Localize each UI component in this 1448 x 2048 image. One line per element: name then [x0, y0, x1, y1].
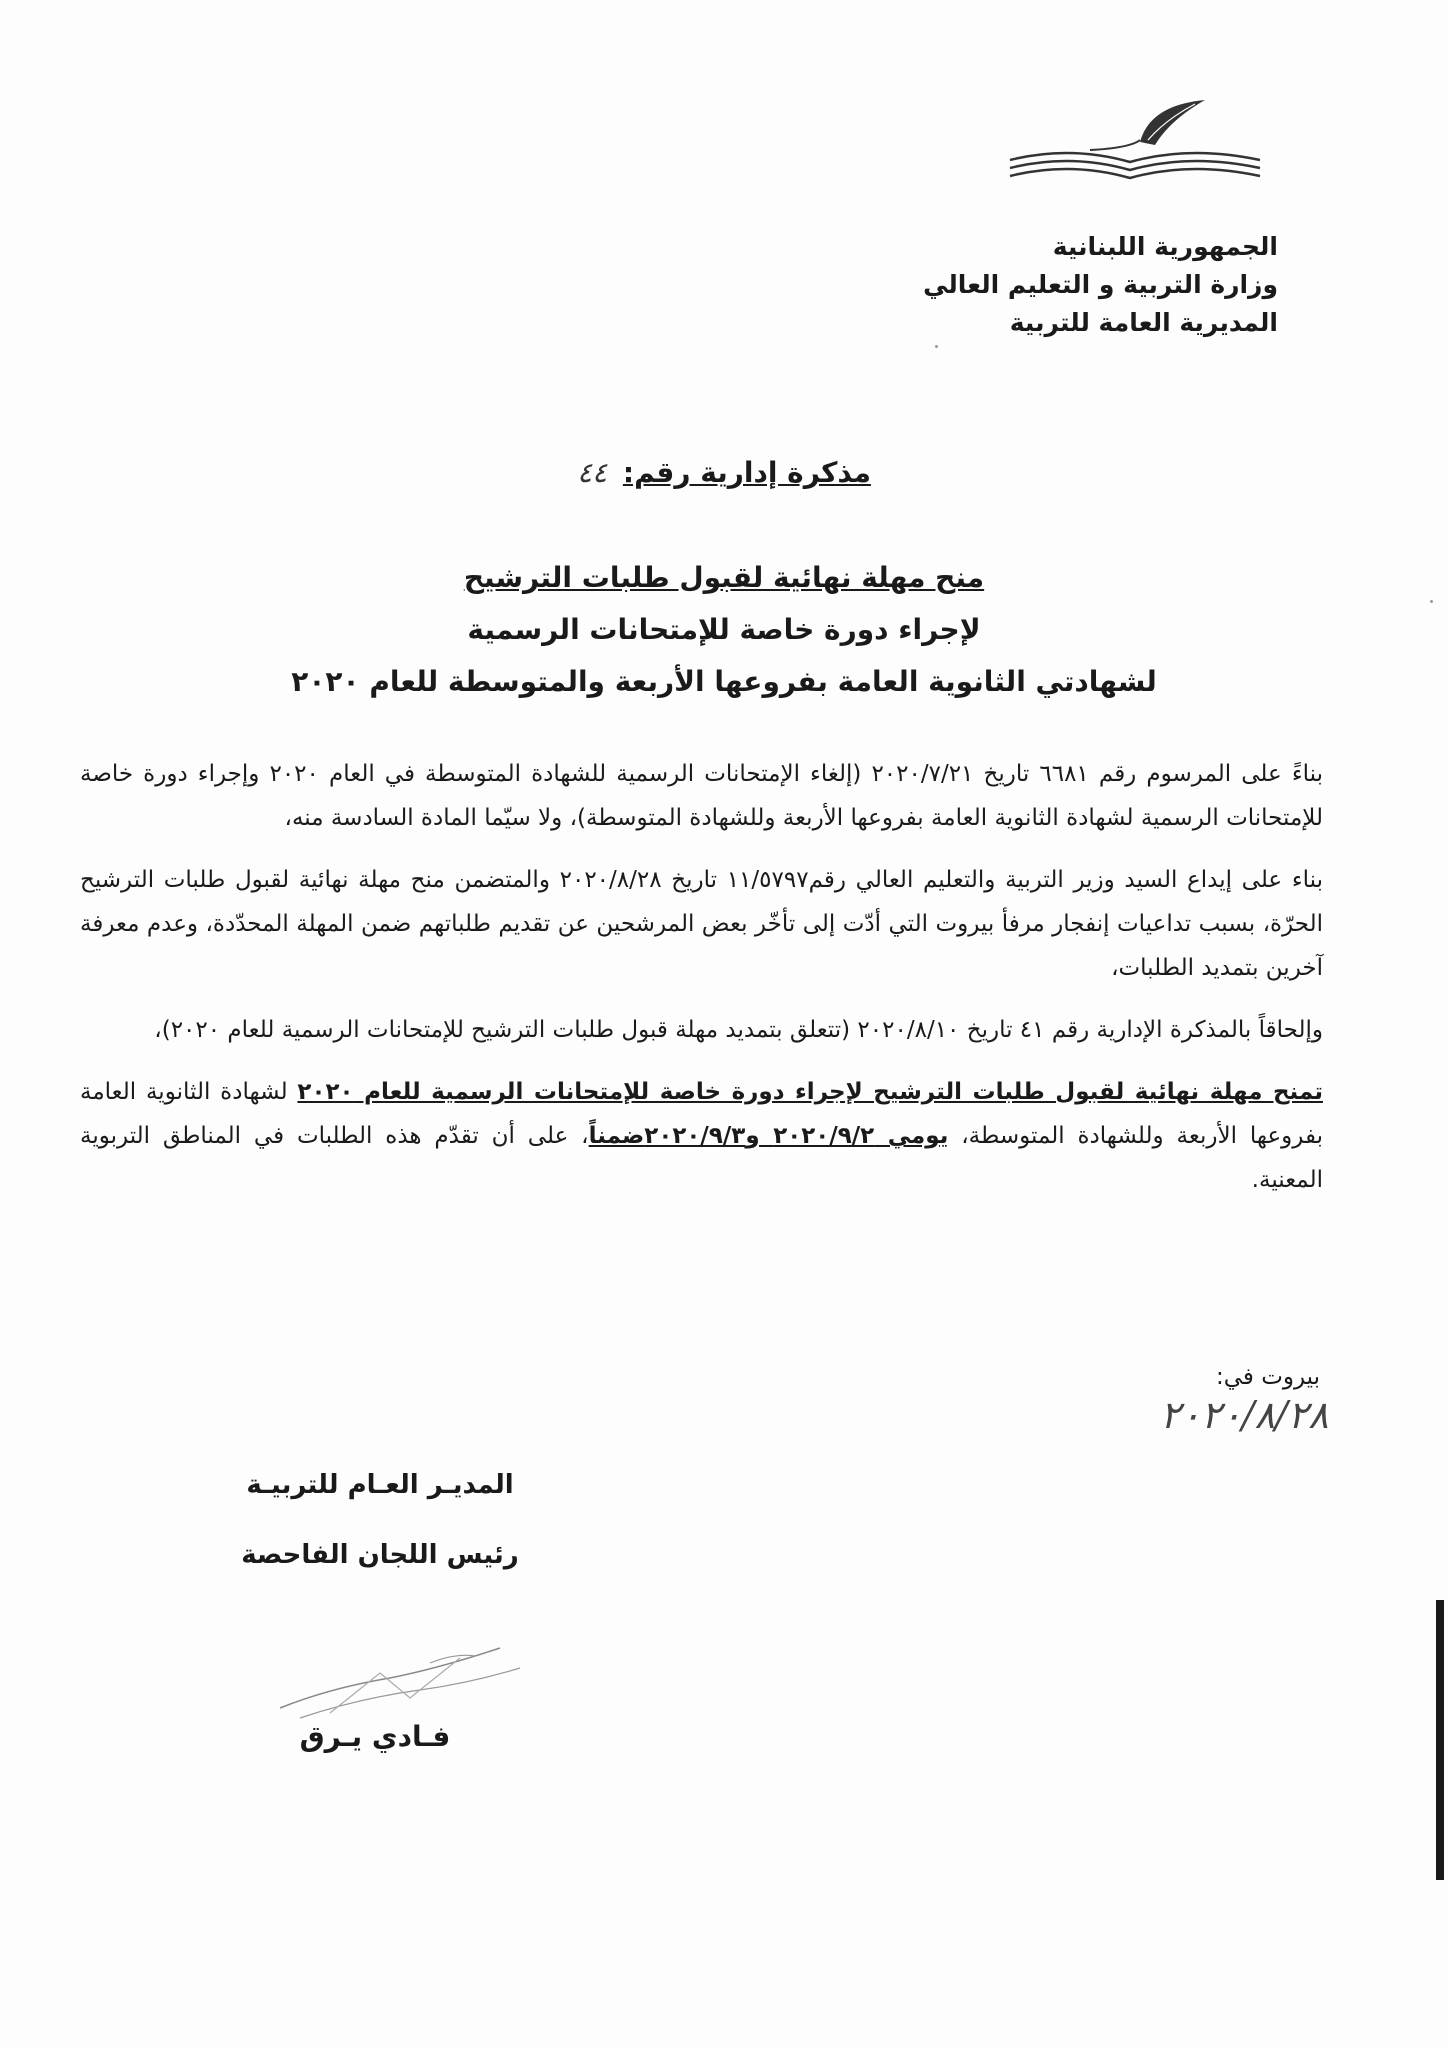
signatory-title-2: رئيس اللجان الفاحصة — [241, 1540, 519, 1570]
memo-number: ٤٤ — [577, 456, 608, 489]
handwritten-date — [890, 1380, 1329, 1450]
scan-speck — [935, 345, 938, 348]
title-line-3: لشهادتي الثانوية العامة بفروعها الأربعة والمتوسطة للعام ٢٠٢٠ — [291, 665, 1157, 698]
memo-title — [200, 552, 1248, 708]
title-line-2: لإجراء دورة خاصة للإمتحانات الرسمية — [467, 613, 981, 646]
signature-block — [215, 1470, 545, 1570]
memo-number-line — [0, 456, 1448, 489]
body-paragraph-2: بناء على إيداع السيد وزير التربية والتعليم العالي رقم١١/٥٧٩٧ تاريخ ٢٠٢٠/٨/٢٨ والمتضمن منح مهلة نهائية لقبول طلبات الترشيح الحرّة، بسبب تداعيات إنفجار مرفأ بيروت التي أدّت إلى تأخّر بعض المرشحين عن تقديم طلباتهم ضمن المهلة المحدّدة، وعدم معرفة آخرين بتمديد الطلبات، — [80, 867, 1323, 981]
handwritten-date-text: ٢٠٢٠/٨/٢٨ — [1160, 1393, 1329, 1437]
decision-bold-part: تمنح مهلة نهائية لقبول طلبات الترشيح لإجراء دورة خاصة للإمتحانات الرسمية للعام ٢٠٢٠ — [297, 1079, 1323, 1105]
ministry-logo-icon — [990, 100, 1280, 190]
body-paragraph-1: بناءً على المرسوم رقم ٦٦٨١ تاريخ ٢٠٢٠/٧/٢١ (إلغاء الإمتحانات الرسمية للشهادة المتوسطة في العام ٢٠٢٠ وإجراء دورة خاصة للإمتحانات الرسمية لشهادة الثانوية العامة بفروعها الأربعة وللشهادة المتوسطة)، ولا سيّما المادة السادسة منه، — [80, 761, 1324, 831]
scan-edge-bar — [1436, 1600, 1444, 1880]
header-republic: الجمهورية اللبنانية — [1052, 232, 1278, 261]
body-paragraph-3: وإلحاقاً بالمذكرة الإدارية رقم ٤١ تاريخ ٢٠٢٠/٨/١٠ (تتعلق بتمديد مهلة قبول طلبات الترشيح للإمتحانات الرسمية للعام ٢٠٢٠)، — [154, 1017, 1323, 1043]
title-line-1: منح مهلة نهائية لقبول طلبات الترشيح — [463, 561, 985, 594]
ministry-header — [858, 228, 1278, 342]
decision-end-part: ، على أن تقدّم هذه الطلبات في المناطق التربوية المعنية. — [80, 1123, 1323, 1193]
memo-label: مذكرة إدارية رقم: — [622, 456, 871, 489]
decision-dates: يومي ٢٠٢٠/٩/٢ و٢٠٢٠/٩/٣ضمناً — [588, 1123, 949, 1149]
header-directorate: المديرية العامة للتربية — [1009, 308, 1278, 337]
decision-middle-part: لشهادة الثانوية العامة بفروعها الأربعة وللشهادة المتوسطة، — [80, 1079, 1324, 1149]
header-ministry: وزارة التربية و التعليم العالي — [923, 270, 1278, 299]
signatory-title-1: المديـر العـام للتربيـة — [246, 1470, 514, 1500]
body-paragraph-decision — [80, 1070, 1323, 1202]
signer-name: فـادي يـرق — [299, 1720, 451, 1753]
date-label: بيروت في: — [1215, 1364, 1320, 1390]
memo-body — [80, 752, 1323, 1220]
scan-speck — [1430, 600, 1433, 603]
